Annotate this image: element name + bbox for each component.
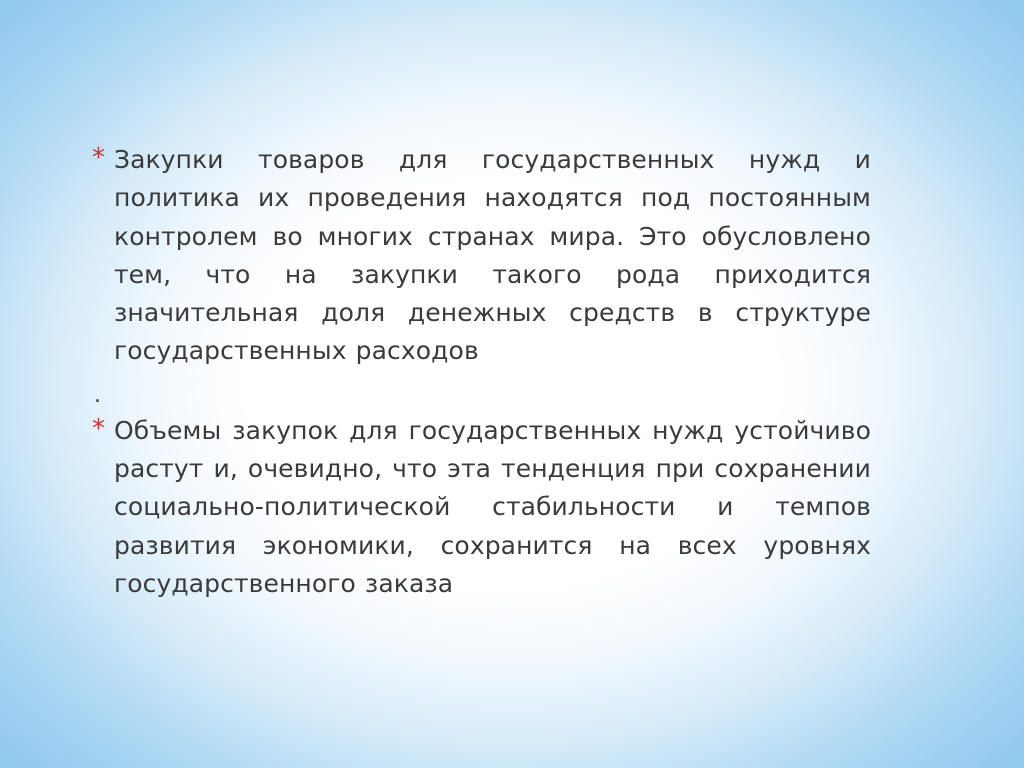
asterisk-bullet-icon: * bbox=[92, 413, 105, 444]
bullet-text: Закупки товаров для государственных нужд и политика их проведения находятся под постоянным контролем во многих странах мира. Это обусловлено тем, что на закупки такого рода приходится значительная доля денежных средств в структуре государственных расходов bbox=[114, 145, 871, 366]
asterisk-bullet-icon: * bbox=[92, 143, 105, 173]
bullet-text: Объемы закупок для государственных нужд устойчиво растут и, очевидно, что эта тенденция при сохранении социально-политической стабильности и темпов развития экономики, сохранится на всех уровнях государственного заказа bbox=[114, 415, 871, 598]
bullet-item-procurement-control bbox=[92, 141, 871, 371]
separator-text: . bbox=[94, 382, 101, 408]
separator-dot bbox=[92, 371, 871, 412]
bullet-item-procurement-growth bbox=[92, 412, 871, 603]
bullet-list bbox=[92, 141, 871, 603]
